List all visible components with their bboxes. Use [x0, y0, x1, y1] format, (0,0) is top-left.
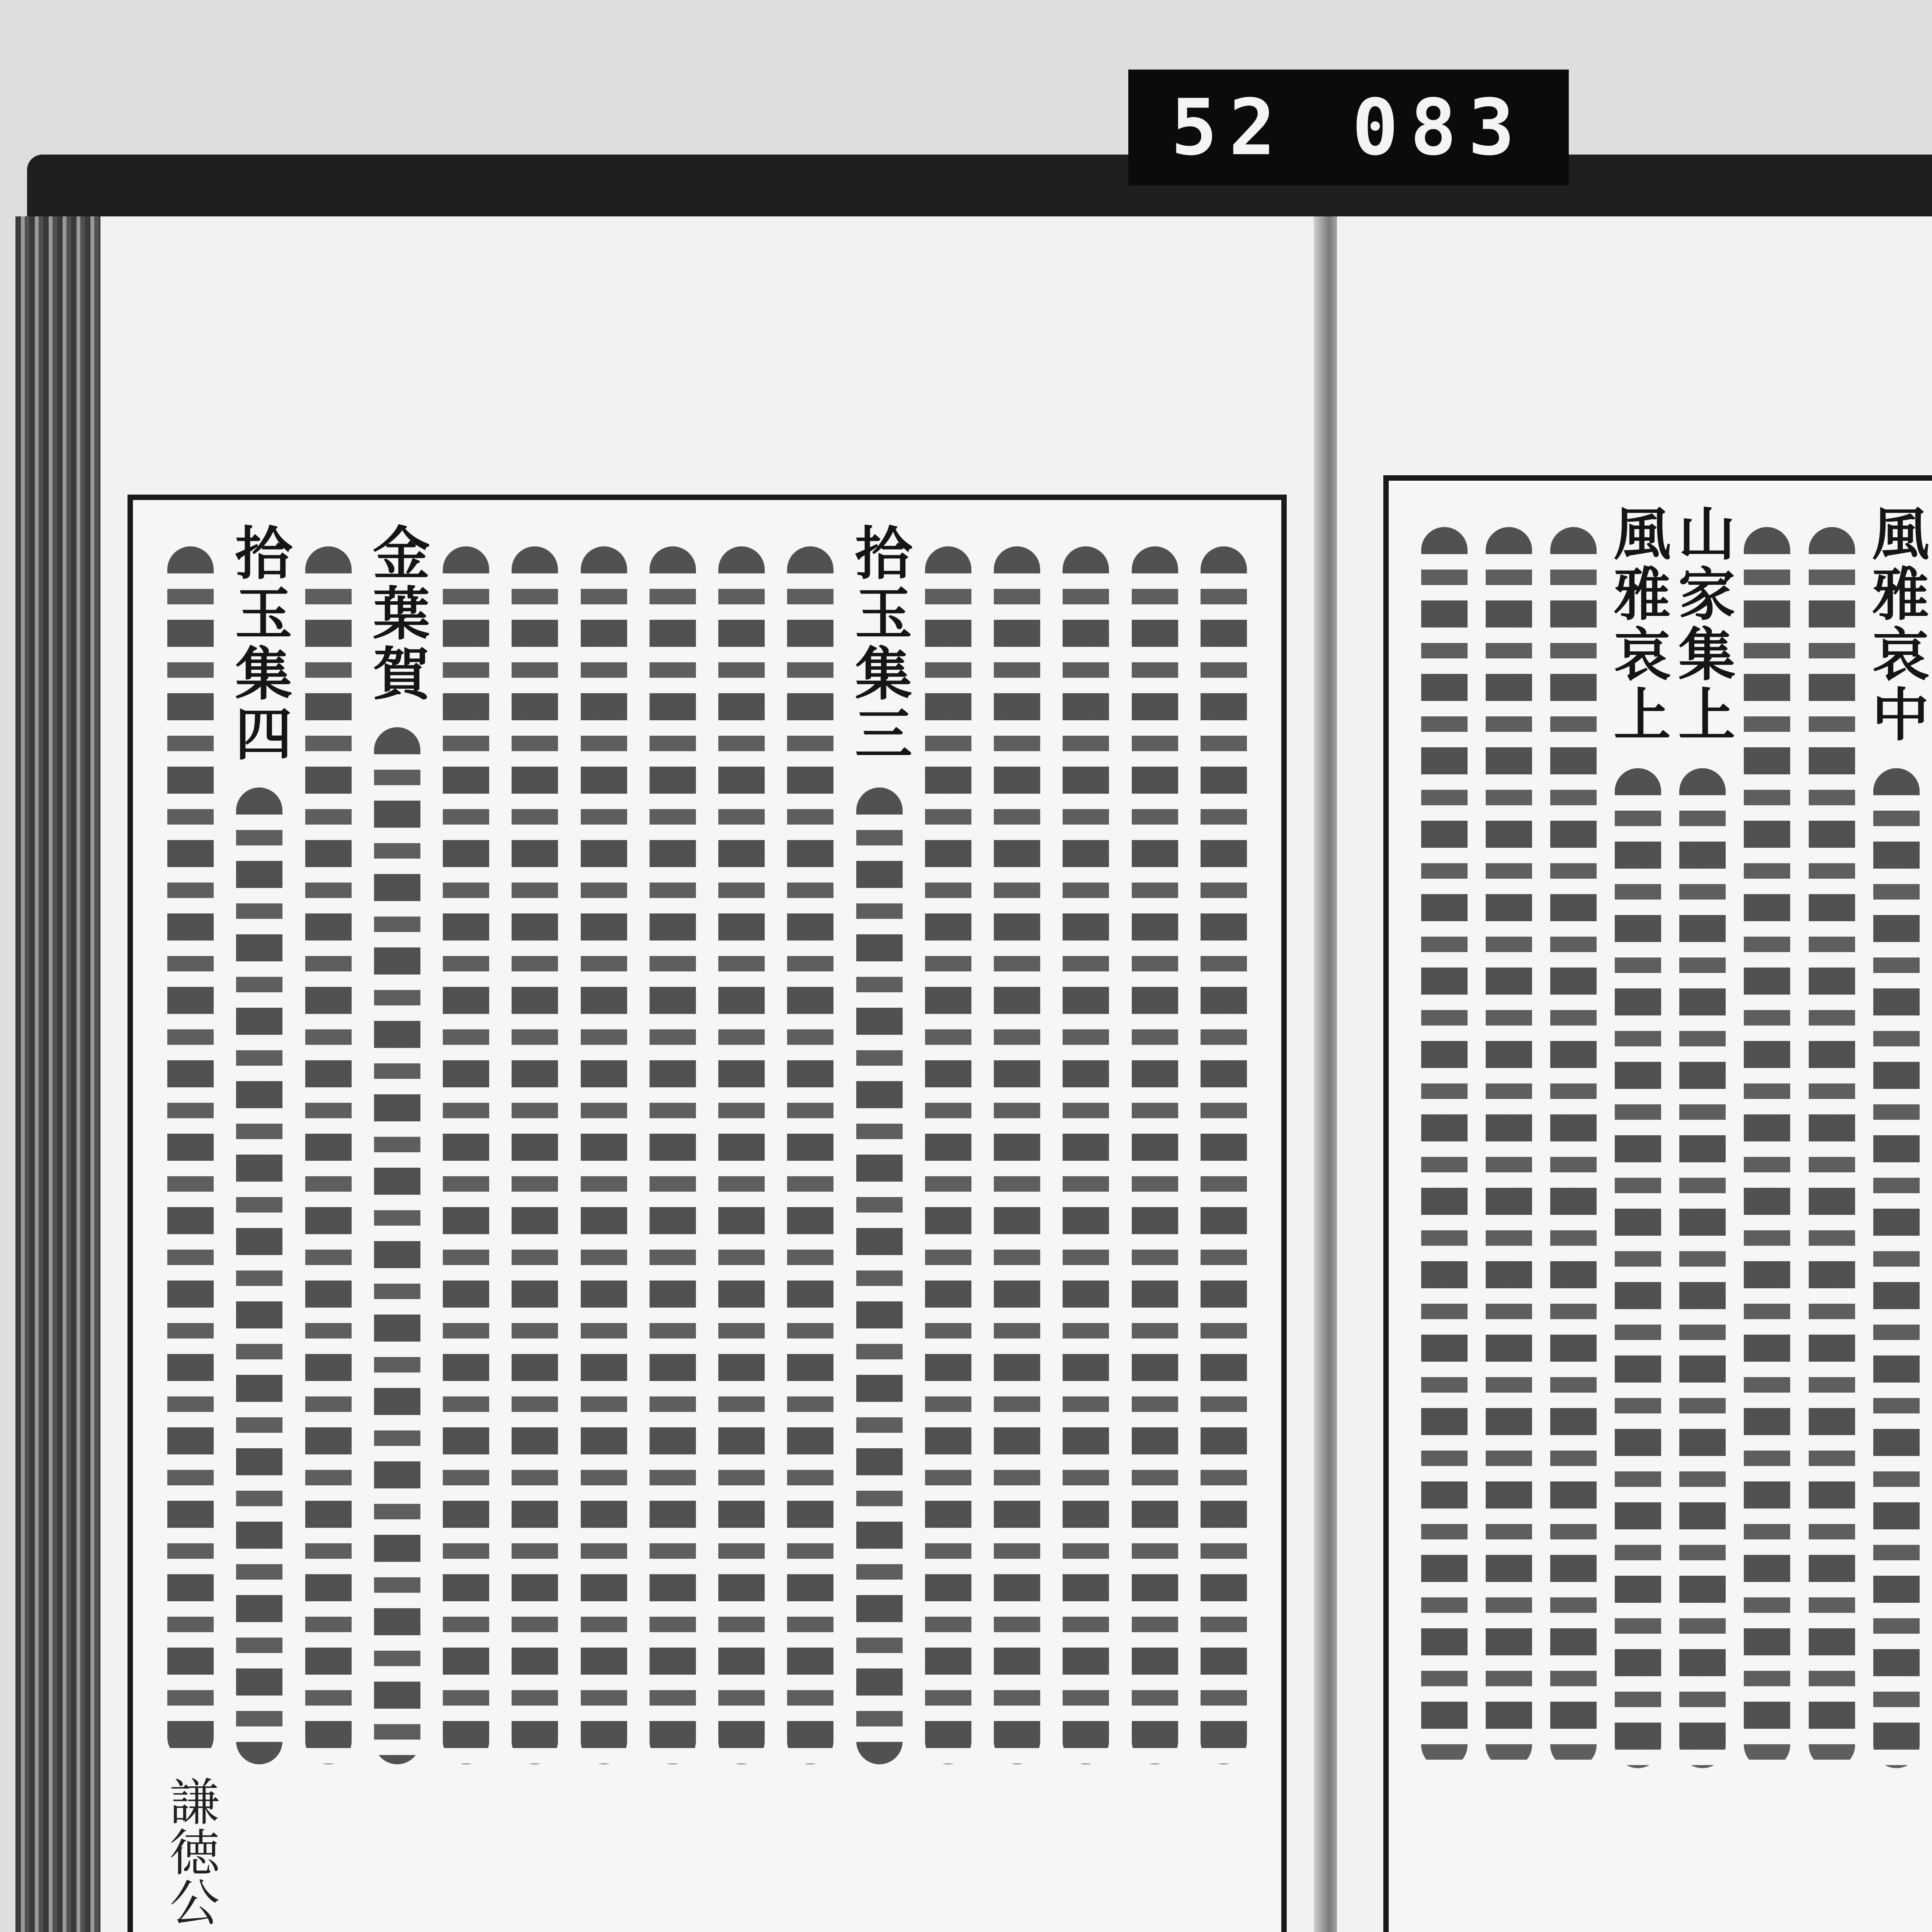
- poem-entry: [1735, 504, 1799, 1930]
- poem-entry: [570, 523, 638, 1927]
- poem-text-cursive: [856, 787, 903, 1764]
- poem-entry: [156, 523, 225, 1927]
- poem-text-cursive: [236, 787, 282, 1764]
- poem-entry: [294, 523, 363, 1927]
- poem-text-cursive: [443, 546, 489, 1764]
- poem-text-cursive: [787, 546, 833, 1764]
- poem-entry: [983, 523, 1051, 1927]
- poem-entry: [1476, 504, 1541, 1930]
- poem-text-cursive: [167, 546, 214, 1760]
- poem-source-title: 拾玉集四: [226, 523, 293, 764]
- poem-entry: [845, 523, 914, 1927]
- poem-text-cursive: [1679, 768, 1726, 1768]
- poem-entry: [432, 523, 500, 1927]
- poem-entry: [914, 523, 983, 1927]
- poem-source-title: 山家集上: [1669, 504, 1736, 745]
- poem-text-cursive: [1421, 527, 1468, 1768]
- poem-source-title: 拾玉集三: [845, 523, 913, 764]
- poem-text-cursive: [994, 546, 1040, 1764]
- poem-text-cursive: [1615, 768, 1661, 1768]
- poem-entry: [1121, 523, 1189, 1927]
- poem-entry: [225, 523, 294, 1927]
- poem-text-cursive: [650, 546, 696, 1764]
- poem-entry: [776, 523, 845, 1927]
- poem-source-title: 風雅哀中: [1862, 504, 1930, 745]
- poem-entry: [1412, 504, 1476, 1930]
- poem-text-cursive: [1550, 527, 1597, 1768]
- poem-text-cursive: [1744, 527, 1790, 1768]
- poem-entry: [707, 523, 776, 1927]
- poem-text-cursive: [374, 727, 420, 1764]
- poem-entry: [1606, 504, 1670, 1930]
- poem-text-cursive: [1132, 546, 1178, 1764]
- poem-entry: [1670, 504, 1735, 1930]
- poem-author: 謙徳公: [161, 1776, 220, 1927]
- poem-entry: [363, 523, 432, 1927]
- left-poem-columns: [156, 523, 1258, 1927]
- poem-source-title: 金葉賀: [363, 523, 431, 704]
- film-frame-label: [1128, 70, 1569, 185]
- right-poem-columns: [1412, 504, 1932, 1930]
- poem-entry: [1864, 504, 1929, 1930]
- right-text-frame: [1383, 475, 1932, 1932]
- left-text-frame: [128, 495, 1287, 1932]
- poem-text-cursive: [925, 546, 971, 1764]
- poem-text-cursive: [1809, 527, 1855, 1768]
- poem-text-cursive: [1063, 546, 1109, 1764]
- poem-text-cursive: [305, 546, 352, 1764]
- reel-number: 52: [1171, 82, 1287, 173]
- poem-text-cursive: [512, 546, 558, 1764]
- poem-entry: [638, 523, 707, 1927]
- poem-text-cursive: [718, 546, 765, 1764]
- poem-entry: [1541, 504, 1605, 1930]
- poem-source-title: 風雅哀上: [1604, 504, 1672, 745]
- poem-text-cursive: [1873, 768, 1920, 1768]
- poem-text-cursive: [1201, 546, 1247, 1764]
- poem-entry: [1051, 523, 1120, 1927]
- poem-text-cursive: [1486, 527, 1532, 1768]
- poem-entry: [1189, 523, 1258, 1927]
- frame-number: 083: [1352, 82, 1526, 173]
- poem-entry: [1799, 504, 1864, 1930]
- poem-text-cursive: [581, 546, 627, 1764]
- poem-entry: [500, 523, 569, 1927]
